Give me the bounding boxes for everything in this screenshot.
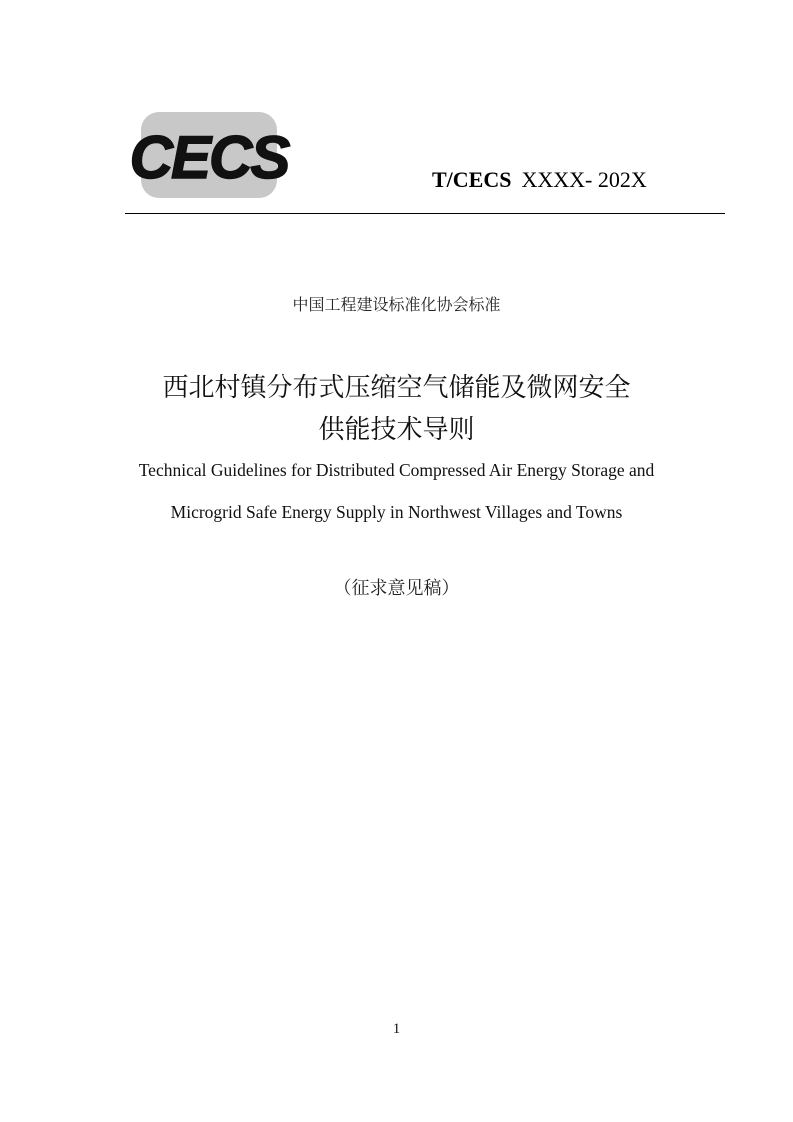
issuer-line: 中国工程建设标准化协会标准 <box>292 295 501 314</box>
standard-number: XXXX- 202X <box>521 167 647 192</box>
standard-prefix: T/CECS <box>432 167 512 192</box>
title-en-line-1: Technical Guidelines for Distributed Compressed Air Energy Storage and <box>138 460 655 480</box>
title-en-line-2: Microgrid Safe Energy Supply in Northwest Villages and Towns <box>170 502 623 522</box>
draft-status: （征求意见稿） <box>333 578 460 599</box>
standard-code <box>432 165 647 195</box>
page-number: 1 <box>392 1021 401 1037</box>
cecs-logo <box>127 110 291 200</box>
header-divider <box>125 213 725 214</box>
title-cn-line-1: 西北村镇分布式压缩空气储能及微网安全 <box>162 373 631 403</box>
title-cn-line-2: 供能技术导则 <box>318 415 475 445</box>
logo-text: CECS <box>129 124 289 191</box>
